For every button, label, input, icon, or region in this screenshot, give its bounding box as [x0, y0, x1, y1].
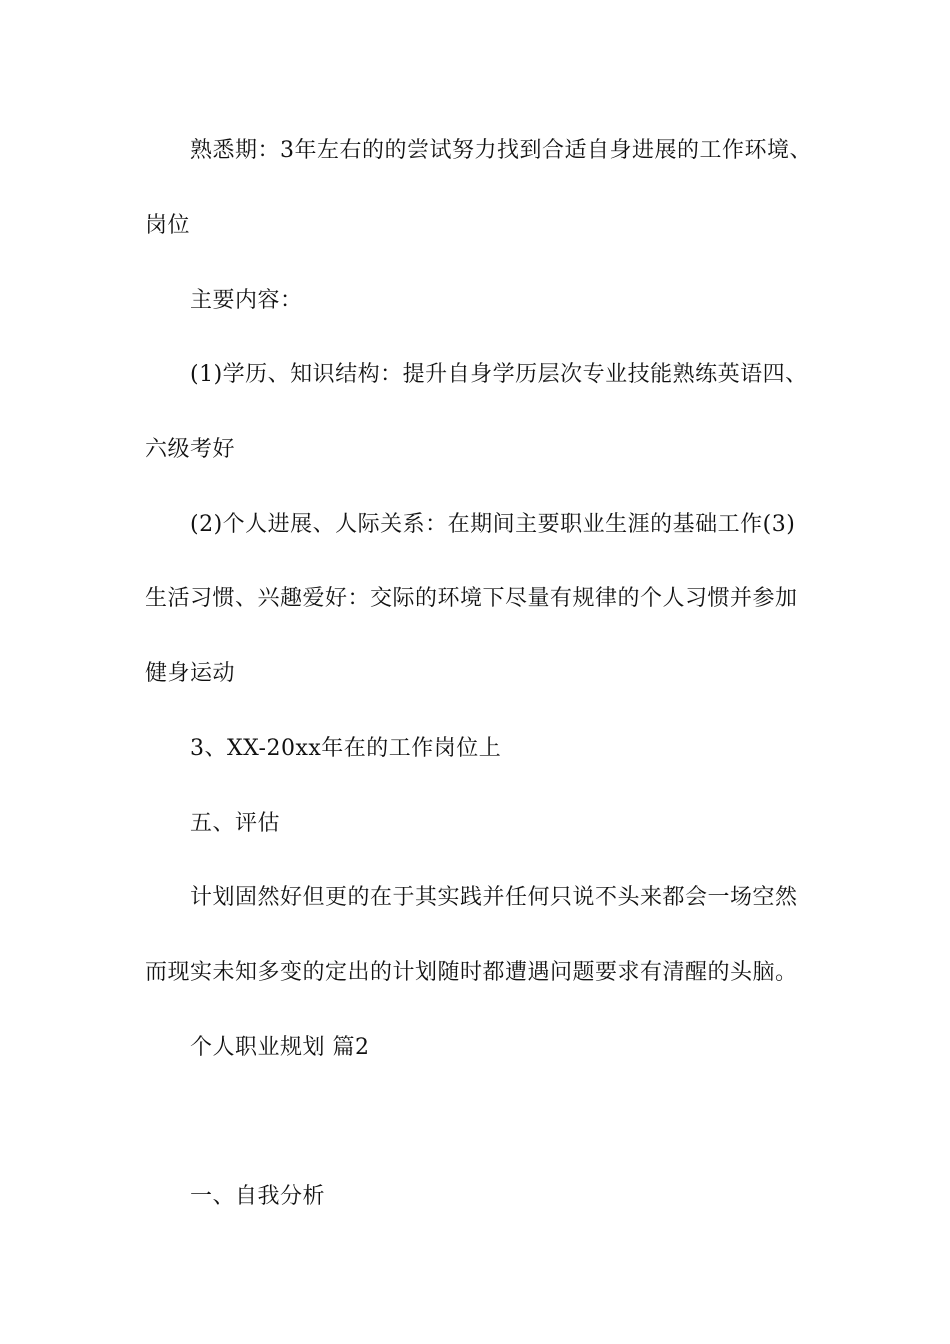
paragraph-personal-development: (2)个人进展、人际关系：在期间主要职业生涯的基础工作(3): [190, 512, 796, 537]
heading-main-content: 主要内容：: [190, 288, 303, 313]
heading-evaluation: 五、评估: [190, 811, 281, 836]
paragraph-work-position: 3、XX-20xx年在的工作岗位上: [190, 736, 502, 761]
paragraph-familiar-period-cont: 岗位: [145, 213, 191, 238]
paragraph-habits-cont: 健身运动: [145, 661, 236, 686]
paragraph-education: (1)学历、知识结构：提升自身学历层次专业技能熟练英语四、: [190, 362, 808, 387]
heading-article-2: 个人职业规划 篇2: [190, 1035, 370, 1060]
paragraph-habits: 生活习惯、兴趣爱好：交际的环境下尽量有规律的个人习惯并参加: [145, 586, 798, 611]
paragraph-education-cont: 六级考好: [145, 437, 236, 462]
paragraph-familiar-period: 熟悉期：3年左右的的尝试努力找到合适自身进展的工作环境、: [190, 138, 812, 163]
paragraph-plan-practice-cont: 而现实未知多变的定出的计划随时都遭遇问题要求有清醒的头脑。: [145, 960, 798, 985]
heading-self-analysis: 一、自我分析: [190, 1184, 326, 1209]
paragraph-plan-practice: 计划固然好但更的在于其实践并任何只说不头来都会一场空然: [190, 885, 798, 910]
